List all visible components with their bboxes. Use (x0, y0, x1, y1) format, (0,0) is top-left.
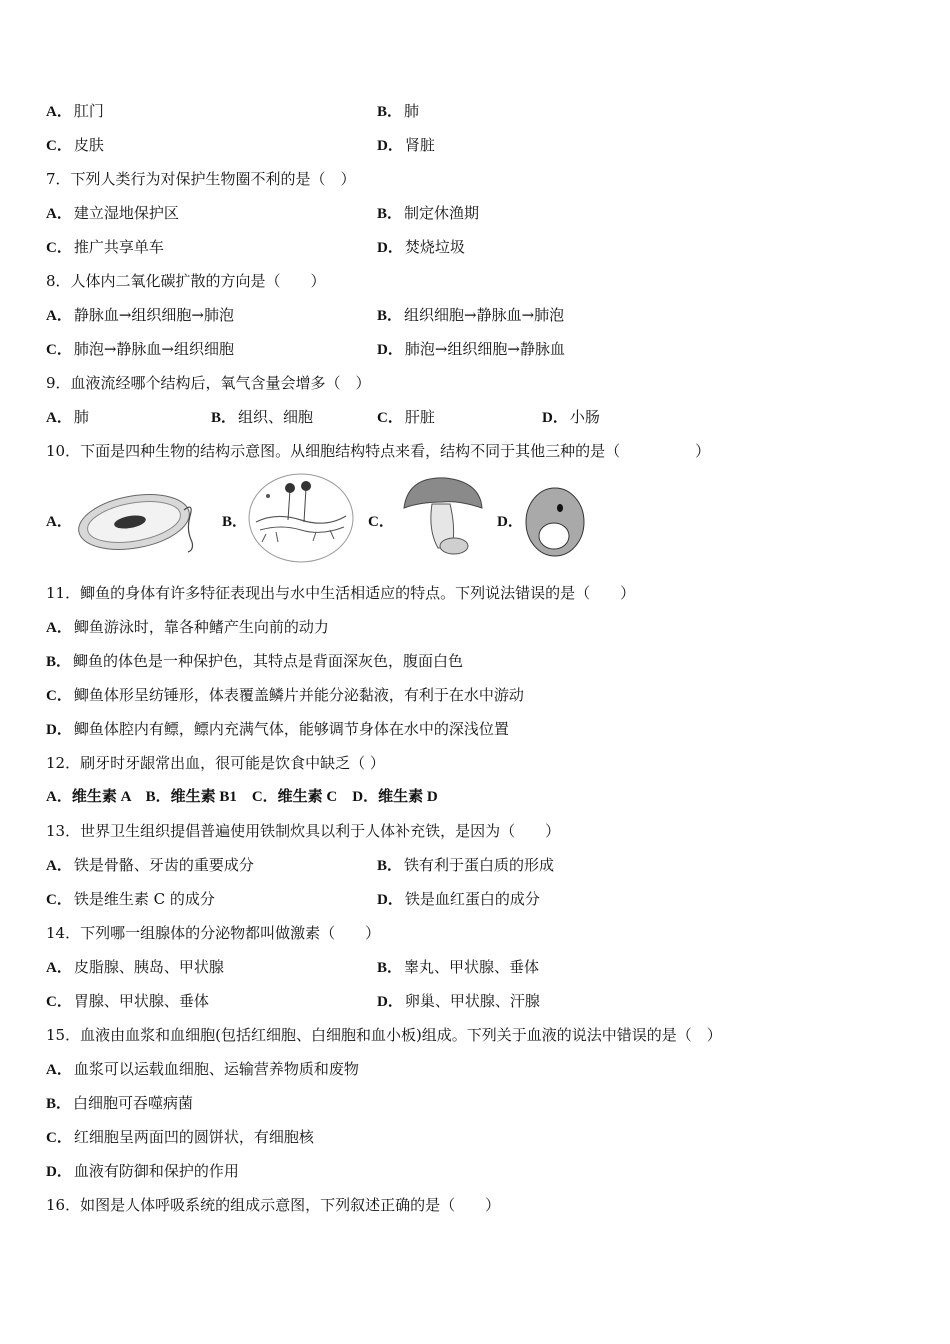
q12-stem: 12．刷牙时牙龈常出血，很可能是饮食中缺乏（ ） (46, 754, 385, 772)
q14-stem: 14．下列哪一组腺体的分泌物都叫做激素（ ） (46, 924, 381, 942)
q16-stem: 16．如图是人体呼吸系统的组成示意图，下列叙述正确的是（ ） (46, 1196, 501, 1214)
q11-option-c: C． 鲫鱼体形呈纺锤形，体表覆盖鳞片并能分泌黏液，有利于在水中游动 (46, 686, 524, 704)
q8-option-d: D． 肺泡→组织细胞→静脉血 (377, 340, 565, 358)
q13-option-a: A． 铁是骨骼、牙齿的重要成分 (46, 856, 254, 874)
q13-stem: 13．世界卫生组织提倡普遍使用铁制炊具以利于人体补充铁，是因为（ ） (46, 822, 561, 840)
q15-option-a: A． 血浆可以运载血细胞、运输营养物质和废物 (46, 1060, 359, 1078)
q9-option-b: B． 组织、细胞 (211, 408, 314, 426)
q6-option-b: B． 肺 (377, 102, 420, 120)
q7-option-c: C． 推广共享单车 (46, 238, 164, 256)
q11-option-d: D． 鲫鱼体腔内有鳔，鳔内充满气体，能够调节身体在水中的深浅位置 (46, 720, 509, 738)
q10-stem: 10．下面是四种生物的结构示意图。从细胞结构特点来看，结构不同于其他三种的是（ ） (46, 442, 711, 460)
q15-stem: 15．血液由血浆和血细胞(包括红细胞、白细胞和血小板)组成。下列关于血液的说法中错误的是（ ） (46, 1026, 722, 1044)
q11-option-a: A． 鲫鱼游泳时，靠各种鳍产生向前的动力 (46, 618, 329, 636)
yeast-figure (522, 472, 588, 562)
q8-option-c: C． 肺泡→静脉血→组织细胞 (46, 340, 234, 358)
q15-option-c: C． 红细胞呈两面凹的圆饼状，有细胞核 (46, 1128, 314, 1146)
q9-option-d: D． 小肠 (542, 408, 600, 426)
q10-option-b-label: B． (222, 514, 248, 530)
q9-stem: 9．血液流经哪个结构后，氧气含量会增多（ ） (46, 374, 371, 392)
q10-option-d-label: D． (497, 514, 523, 530)
q10-figure-row (46, 472, 646, 564)
q13-option-c: C． 铁是维生素 C 的成分 (46, 890, 215, 908)
mold-figure (246, 472, 356, 564)
q8-stem: 8．人体内二氧化碳扩散的方向是（ ） (46, 272, 326, 290)
q10-option-a-label: A． (46, 514, 72, 530)
q14-option-c: C． 胃腺、甲状腺、垂体 (46, 992, 209, 1010)
q7-option-d: D． 焚烧垃圾 (377, 238, 465, 256)
q13-option-b: B． 铁有利于蛋白质的形成 (377, 856, 555, 874)
q9-option-c: C． 肝脏 (377, 408, 435, 426)
q13-option-d: D． 铁是血红蛋白的成分 (377, 890, 540, 908)
q6-option-d: D． 肾脏 (377, 136, 435, 154)
q14-option-d: D． 卵巢、甲状腺、汗腺 (377, 992, 540, 1010)
q11-stem: 11．鲫鱼的身体有许多特征表现出与水中生活相适应的特点。下列说法错误的是（ ） (46, 584, 636, 602)
q15-option-b: B． 白细胞可吞噬病菌 (46, 1094, 194, 1112)
q8-option-a: A． 静脉血→组织细胞→肺泡 (46, 306, 234, 324)
q6-option-a: A． 肛门 (46, 102, 104, 120)
q7-stem: 7．下列人类行为对保护生物圈不利的是（ ） (46, 170, 356, 188)
q9-option-a: A． 肺 (46, 408, 89, 426)
mushroom-figure (398, 472, 488, 562)
q14-option-a: A． 皮脂腺、胰岛、甲状腺 (46, 958, 224, 976)
q8-option-b: B． 组织细胞→静脉血→肺泡 (377, 306, 565, 324)
q7-option-a: A． 建立湿地保护区 (46, 204, 179, 222)
q11-option-b: B． 鲫鱼的体色是一种保护色，其特点是背面深灰色，腹面白色 (46, 652, 464, 670)
q7-option-b: B． 制定休渔期 (377, 204, 480, 222)
q10-option-c-label: C． (368, 514, 394, 530)
q12-options: A．维生素 A B．维生素 B1 C．维生素 C D．维生素 D (46, 789, 438, 805)
bacterium-figure (76, 472, 201, 562)
q14-option-b: B． 睾丸、甲状腺、垂体 (377, 958, 540, 976)
q15-option-d: D． 血液有防御和保护的作用 (46, 1162, 239, 1180)
q6-option-c: C． 皮肤 (46, 136, 104, 154)
